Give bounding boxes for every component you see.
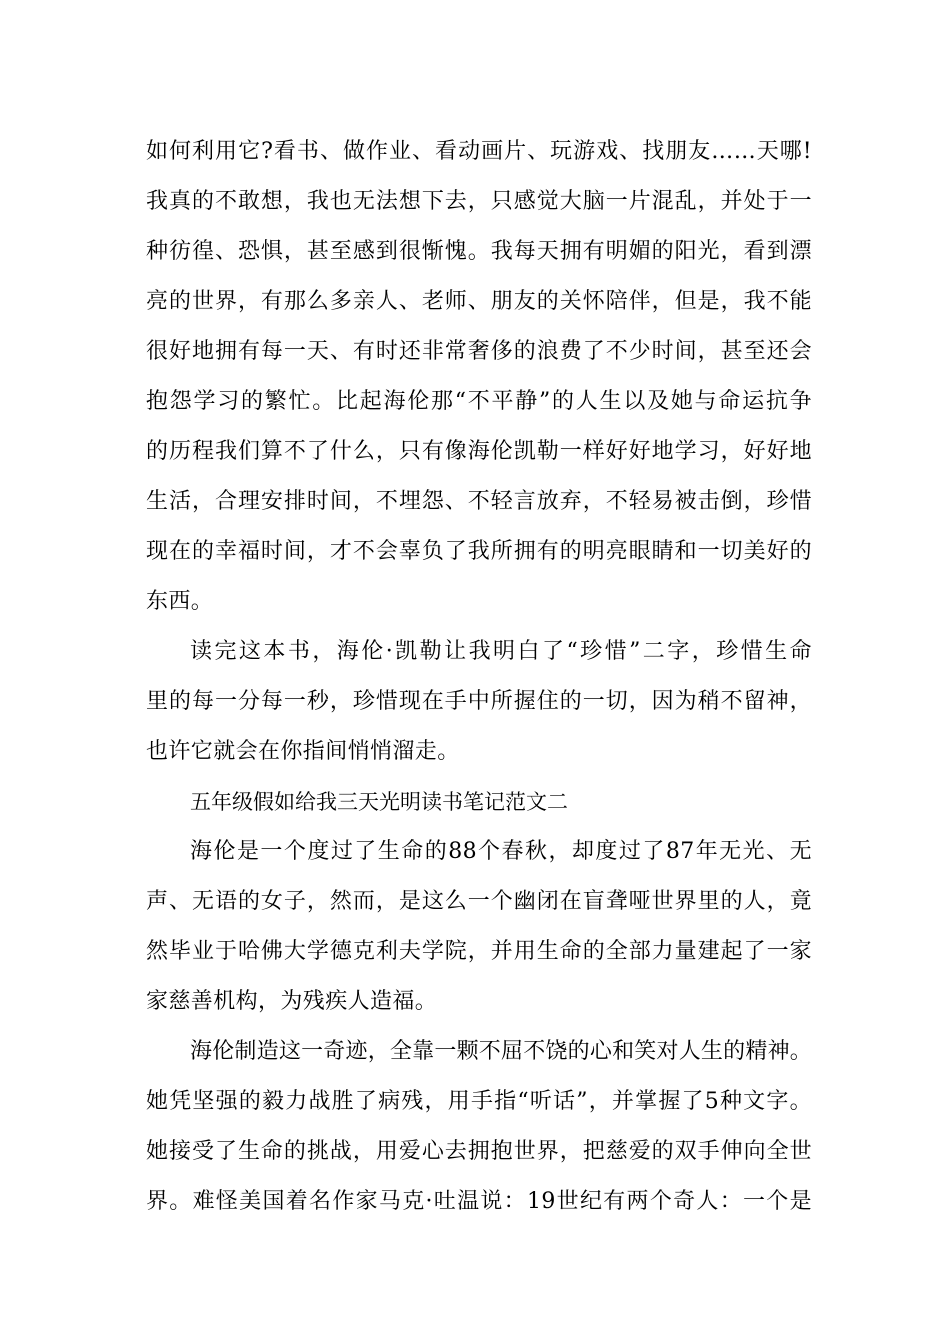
text-line: 现在的幸福时间，才不会辜负了我所拥有的明亮眼睛和一切美好的 bbox=[146, 539, 812, 564]
paragraph-helen-intro bbox=[146, 827, 812, 1027]
text-line: 然毕业于哈佛大学德克利夫学院，并用生命的全部力量建起了一家 bbox=[146, 939, 812, 964]
text-line: 很好地拥有每一天、有时还非常奢侈的浪费了不少时间，甚至还会 bbox=[146, 339, 812, 364]
text-line: 种彷徨、恐惧，甚至感到很惭愧。我每天拥有明媚的阳光，看到漂 bbox=[146, 239, 812, 264]
text-line: 生活，合理安排时间，不埋怨、不轻言放弃，不轻易被击倒，珍惜 bbox=[146, 489, 812, 514]
text-line: 如何利用它?看书、做作业、看动画片、玩游戏、找朋友……天哪! bbox=[146, 139, 812, 164]
document-page bbox=[146, 127, 812, 1227]
paragraph-continuation bbox=[146, 127, 812, 627]
text-line: 读完这本书，海伦·凯勒让我明白了“珍惜”二字，珍惜生命 bbox=[190, 639, 812, 664]
text-line: 东西。 bbox=[146, 589, 214, 614]
text-line: 声、无语的女子，然而，是这么一个幽闭在盲聋哑世界里的人，竟 bbox=[146, 889, 812, 914]
text-line: 里的每一分每一秒，珍惜现在手中所握住的一切，因为稍不留神， bbox=[146, 689, 812, 714]
text-line: 抱怨学习的繁忙。比起海伦那“不平静”的人生以及她与命运抗争 bbox=[146, 389, 812, 414]
paragraph-helen-miracle bbox=[146, 1027, 812, 1227]
text-line: 界。难怪美国着名作家马克·吐温说：19世纪有两个奇人：一个是 bbox=[146, 1189, 812, 1214]
heading-text: 五年级假如给我三天光明读书笔记范文二 bbox=[190, 790, 568, 814]
text-line: 她凭坚强的毅力战胜了病残，用手指“听话”，并掌握了5种文字。 bbox=[146, 1089, 812, 1114]
paragraph-reflection bbox=[146, 627, 812, 777]
text-line: 她接受了生命的挑战，用爱心去拥抱世界，把慈爱的双手伸向全世 bbox=[146, 1139, 812, 1164]
text-line: 海伦制造这一奇迹，全靠一颗不屈不饶的心和笑对人生的精神。 bbox=[190, 1039, 812, 1064]
text-line: 家慈善机构，为残疾人造福。 bbox=[146, 989, 438, 1014]
text-line: 的历程我们算不了什么，只有像海伦凯勒一样好好地学习，好好地 bbox=[146, 439, 812, 464]
text-line: 海伦是一个度过了生命的88个春秋，却度过了87年无光、无 bbox=[190, 839, 812, 864]
text-line: 也许它就会在你指间悄悄溜走。 bbox=[146, 739, 460, 764]
section-heading bbox=[146, 777, 812, 827]
text-line: 我真的不敢想，我也无法想下去，只感觉大脑一片混乱，并处于一 bbox=[146, 189, 812, 214]
text-line: 亮的世界，有那么多亲人、老师、朋友的关怀陪伴，但是，我不能 bbox=[146, 289, 812, 314]
